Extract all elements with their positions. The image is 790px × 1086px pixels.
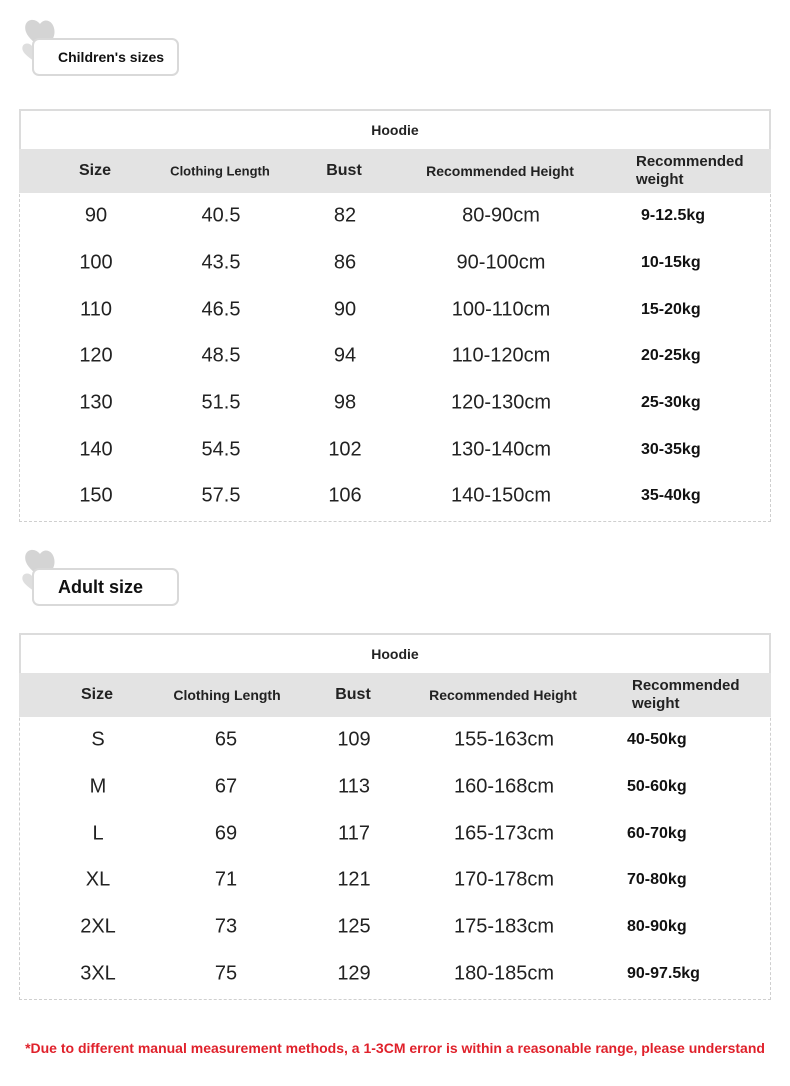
- table-row: [20, 717, 770, 764]
- height-cell: 165-173cm: [453, 822, 555, 845]
- bust-cell: 102: [328, 438, 362, 461]
- weight-cell: 25-30kg: [641, 394, 701, 412]
- children-table-title: [19, 109, 771, 149]
- length-cell: 43.5: [201, 251, 241, 274]
- weight-cell: 20-25kg: [641, 347, 701, 365]
- table-row: [20, 240, 770, 287]
- weight-cell: 10-15kg: [641, 254, 701, 272]
- children-table-body: [20, 193, 770, 520]
- children-size-table: [19, 109, 771, 522]
- length-cell: 51.5: [201, 391, 241, 414]
- length-cell: 69: [214, 822, 238, 845]
- size-cell: L: [92, 822, 104, 845]
- table-row: [20, 904, 770, 951]
- size-cell: 120: [79, 344, 113, 367]
- bust-cell: 129: [337, 962, 371, 985]
- table-row: [20, 810, 770, 857]
- bust-cell: 121: [337, 868, 371, 891]
- size-cell: XL: [85, 868, 111, 891]
- height-cell: 155-163cm: [453, 728, 555, 751]
- table-row: [20, 950, 770, 997]
- size-cell: 90: [84, 204, 108, 227]
- size-cell: 150: [79, 484, 113, 507]
- weight-cell: 90-97.5kg: [627, 964, 700, 982]
- size-cell: M: [89, 775, 107, 798]
- weight-cell: 50-60kg: [627, 778, 687, 796]
- children-table-title-text: Hoodie: [371, 122, 419, 138]
- height-cell: 120-130cm: [450, 391, 552, 414]
- bust-cell: 125: [337, 915, 371, 938]
- length-cell: 40.5: [201, 204, 241, 227]
- height-cell: 160-168cm: [453, 775, 555, 798]
- length-cell: 54.5: [201, 438, 241, 461]
- weight-cell: 40-50kg: [627, 731, 687, 749]
- header-recommended-weight: Recommended weight: [636, 153, 744, 188]
- header-clothing-length: Clothing Length: [170, 163, 270, 179]
- size-cell: 110: [80, 298, 112, 321]
- height-cell: 100-110cm: [451, 298, 551, 321]
- bust-cell: 98: [333, 391, 357, 414]
- length-cell: 57.5: [201, 484, 241, 507]
- height-cell: 110-120cm: [451, 344, 551, 367]
- table-row: [20, 764, 770, 811]
- length-cell: 48.5: [201, 344, 241, 367]
- children-tag-label: Children's sizes: [58, 49, 165, 65]
- adult-size-table: [19, 633, 771, 1000]
- weight-cell: 9-12.5kg: [641, 207, 706, 225]
- measurement-footnote: *Due to different manual measurement methods, a 1-3CM error is within a reasonable range, please understand: [25, 1040, 765, 1056]
- bust-cell: 82: [333, 204, 357, 227]
- adult-tag: [32, 568, 179, 606]
- size-cell: 2XL: [80, 915, 116, 938]
- adult-section-header: [18, 546, 188, 610]
- adult-table-title-text: Hoodie: [371, 646, 419, 662]
- weight-cell: 70-80kg: [627, 871, 687, 889]
- size-cell: 100: [79, 251, 113, 274]
- adult-table-body: [20, 717, 770, 997]
- size-cell: S: [91, 728, 105, 751]
- length-cell: 73: [214, 915, 238, 938]
- table-row: [20, 286, 770, 333]
- bust-cell: 86: [333, 251, 357, 274]
- height-cell: 80-90cm: [462, 204, 540, 227]
- length-cell: 46.5: [201, 298, 241, 321]
- adult-tag-label: Adult size: [58, 576, 144, 597]
- children-section-header: [18, 16, 188, 80]
- header-size: Size: [80, 686, 114, 703]
- children-table-header: [19, 149, 771, 193]
- weight-cell: 60-70kg: [627, 824, 687, 842]
- length-cell: 75: [214, 962, 238, 985]
- length-cell: 71: [214, 868, 238, 891]
- header-recommended-weight: Recommended weight: [632, 677, 740, 712]
- table-row: [20, 473, 770, 520]
- height-cell: 130-140cm: [450, 438, 552, 461]
- size-cell: 140: [79, 438, 113, 461]
- bust-cell: 106: [328, 484, 362, 507]
- table-row: [20, 333, 770, 380]
- height-cell: 140-150cm: [450, 484, 552, 507]
- table-row: [20, 380, 770, 427]
- bust-cell: 90: [333, 298, 357, 321]
- children-tag: [32, 38, 179, 76]
- adult-table-header: [19, 673, 771, 717]
- adult-table-title: [19, 633, 771, 673]
- table-row: [20, 857, 770, 904]
- header-bust: Bust: [335, 686, 371, 703]
- header-size: Size: [78, 162, 112, 179]
- height-cell: 90-100cm: [456, 251, 546, 274]
- table-row: [20, 193, 770, 240]
- weight-cell: 80-90kg: [627, 918, 687, 936]
- length-cell: 65: [214, 728, 238, 751]
- header-clothing-length: Clothing Length: [173, 687, 281, 703]
- table-row: [20, 426, 770, 473]
- height-cell: 175-183cm: [453, 915, 555, 938]
- header-bust: Bust: [326, 162, 362, 179]
- header-recommended-height: Recommended Height: [426, 163, 574, 179]
- bust-cell: 109: [337, 728, 371, 751]
- bust-cell: 117: [338, 822, 370, 845]
- weight-cell: 35-40kg: [641, 487, 701, 505]
- weight-cell: 15-20kg: [641, 300, 701, 318]
- length-cell: 67: [214, 775, 238, 798]
- height-cell: 180-185cm: [453, 962, 555, 985]
- bust-cell: 94: [333, 344, 357, 367]
- header-recommended-height: Recommended Height: [429, 687, 577, 703]
- size-cell: 3XL: [80, 962, 116, 985]
- size-cell: 130: [79, 391, 113, 414]
- weight-cell: 30-35kg: [641, 440, 701, 458]
- bust-cell: 113: [338, 775, 370, 798]
- height-cell: 170-178cm: [453, 868, 555, 891]
